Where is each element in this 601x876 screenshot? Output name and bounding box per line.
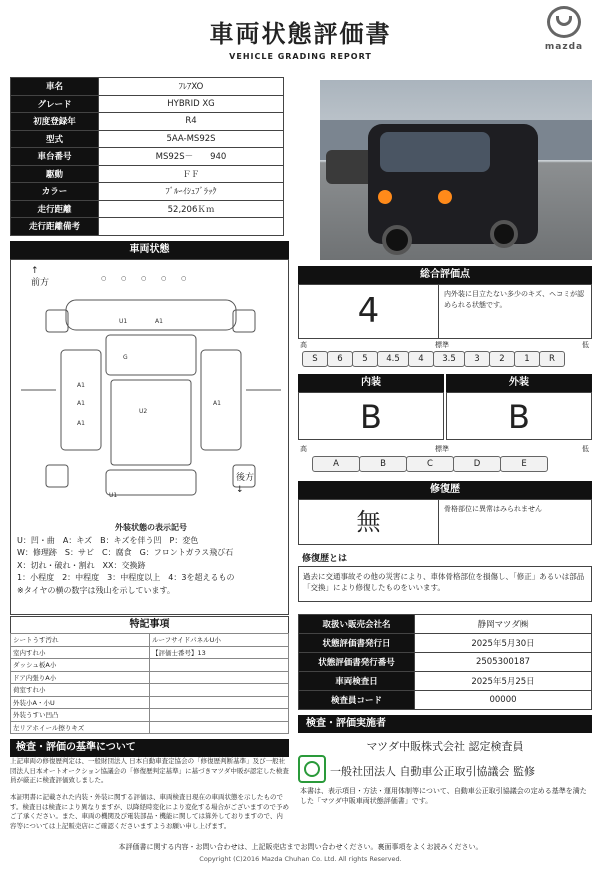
exterior-header: 外装 bbox=[446, 374, 592, 392]
scale-standard: 標準 bbox=[435, 341, 449, 349]
vehicle-info-value: MS92S－ 940 bbox=[99, 148, 284, 166]
meta-row bbox=[299, 615, 592, 634]
note-right bbox=[150, 659, 289, 672]
note-right bbox=[150, 709, 289, 722]
legend-line: 1：小程度 2：中程度 3：中程度以上 4：3を超えるもの bbox=[17, 573, 235, 582]
overall-scale bbox=[302, 351, 590, 367]
sub-scale-step: B bbox=[359, 456, 407, 472]
repair-box bbox=[298, 499, 592, 545]
overall-scale-step: S bbox=[302, 351, 328, 367]
vehicle-info-row bbox=[11, 148, 284, 166]
repair-def-title: 修復歴とは bbox=[302, 554, 348, 564]
meta-row bbox=[299, 672, 592, 691]
svg-text:○: ○ bbox=[181, 275, 187, 282]
notes-row bbox=[11, 646, 289, 659]
notes-row bbox=[11, 659, 289, 672]
note-right: 【評価士番号】13 bbox=[150, 646, 289, 659]
condition-header: 車両状態 bbox=[10, 241, 289, 259]
overall-scale-step: 6 bbox=[327, 351, 353, 367]
meta-label: 検査員コード bbox=[299, 691, 415, 710]
vehicle-info-label: 車名 bbox=[11, 78, 99, 96]
notes-row bbox=[11, 634, 289, 647]
mark-rear: U1 bbox=[109, 492, 118, 499]
vehicle-info-label: 型式 bbox=[11, 130, 99, 148]
overall-scale-labels bbox=[300, 340, 592, 350]
mark-roof: U2 bbox=[139, 408, 148, 415]
vehicle-info-row bbox=[11, 113, 284, 131]
vehicle-info-value: HYBRID XG bbox=[99, 95, 284, 113]
note-left: 室内すれ小 bbox=[11, 646, 150, 659]
page-title: 車両状態評価書 bbox=[209, 20, 392, 48]
vehicle-photo bbox=[320, 80, 592, 260]
vehicle-info-value: ﾌﾞﾙｰｲｼｭﾌﾞﾗｯｸ bbox=[99, 183, 284, 201]
overall-header: 総合評価点 bbox=[298, 266, 592, 284]
note-right: ルーフサイドパネルU小 bbox=[150, 634, 289, 647]
legend-title: 外装状態の表示記号 bbox=[115, 523, 187, 532]
sub-scale-labels bbox=[300, 444, 592, 454]
note-left: ダッシュ板A小 bbox=[11, 659, 150, 672]
overall-scale-step: 5 bbox=[352, 351, 378, 367]
mazda-logo bbox=[534, 6, 594, 64]
overall-score: 4 bbox=[299, 285, 439, 338]
footer-copyright: Copyright (C)2016 Mazda Chuhan Co. Ltd. All rights Reserved. bbox=[199, 855, 402, 863]
condition-diagram bbox=[10, 259, 289, 615]
exterior-grade: B bbox=[446, 392, 592, 440]
sub-scale-step: A bbox=[312, 456, 360, 472]
legend bbox=[17, 522, 285, 597]
overall-scale-step: 1 bbox=[514, 351, 540, 367]
meta-value: 2505300187 bbox=[415, 653, 592, 672]
vehicle-info-row bbox=[11, 183, 284, 201]
repair-def-text: 過去に交通事故その他の災害により、車体骨格部位を損傷し、「修正」あるいは部品「交換」により修復したものをいいます。 bbox=[298, 566, 592, 602]
overall-scale-step: 4.5 bbox=[377, 351, 409, 367]
meta-label: 取扱い販売会社名 bbox=[299, 615, 415, 634]
notes-row bbox=[11, 671, 289, 684]
vehicle-info-value bbox=[99, 218, 284, 236]
basis-text1: 上記車両の修復歴判定は、一般財団法人 日本自動車査定協会の「修復歴判断基準」及び一般社団法人日本オートオークション協議会の「修復歴判定基準」に基づきマツダ中販が認定した検査員が厳正に検査評価致しました。 bbox=[10, 757, 289, 784]
note-left: 外装小A・小U bbox=[11, 696, 150, 709]
mark-left-rear: A1 bbox=[77, 420, 85, 427]
meta-table bbox=[298, 614, 592, 710]
legend-line: ※タイヤの横の数字は残山を示しています。 bbox=[17, 585, 175, 595]
basis-header: 検査・評価の基準について bbox=[10, 739, 289, 757]
vehicle-info-label: カラー bbox=[11, 183, 99, 201]
sub-scale-low: 低 bbox=[582, 445, 589, 453]
interior-grade: B bbox=[298, 392, 444, 440]
note-right bbox=[150, 684, 289, 697]
vehicle-info-value: R4 bbox=[99, 113, 284, 131]
sub-scale-high: 高 bbox=[300, 445, 307, 453]
svg-text:○: ○ bbox=[141, 275, 147, 282]
meta-label: 状態評価書発行番号 bbox=[299, 653, 415, 672]
vehicle-info-row bbox=[11, 95, 284, 113]
repair-comment: 骨格部位に異常はみられません bbox=[444, 505, 542, 513]
overall-comment: 内外装に目立たない多少のキズ、ヘコミが認められる状態です。 bbox=[444, 290, 585, 309]
scale-low: 低 bbox=[582, 341, 589, 349]
overall-scale-step: 2 bbox=[489, 351, 515, 367]
repair-value: 無 bbox=[299, 500, 439, 544]
mark-front-right: A1 bbox=[155, 318, 163, 325]
scale-high: 高 bbox=[300, 341, 307, 349]
vehicle-info-label: 走行距離備考 bbox=[11, 218, 99, 236]
vehicle-info-label: 走行距離 bbox=[11, 200, 99, 218]
vehicle-info-value: ＦＦ bbox=[99, 165, 284, 183]
meta-value: 2025年5月25日 bbox=[415, 672, 592, 691]
note-left: 荷室すれ小 bbox=[11, 684, 150, 697]
mark-left-rear-door: A1 bbox=[77, 400, 85, 407]
vehicle-info-label: 駆動 bbox=[11, 165, 99, 183]
meta-value: 00000 bbox=[415, 691, 592, 710]
note-left: シートうす汚れ bbox=[11, 634, 150, 647]
note-left: 左リアホイール擦りキズ bbox=[11, 721, 150, 734]
logo-text: mazda bbox=[544, 42, 584, 52]
footer-note: 本評価書に関する内容・お問い合わせは、上記販売店までお問い合わせください。裏面事項をよくお読みください。 bbox=[118, 843, 483, 851]
inspector-header: 検査・評価実施者 bbox=[298, 715, 592, 733]
mazda-emblem-icon bbox=[547, 6, 581, 38]
overall-scale-step: 3.5 bbox=[433, 351, 465, 367]
meta-row bbox=[299, 691, 592, 710]
note-left: 外装うすい凹凸 bbox=[11, 709, 150, 722]
vehicle-info-row bbox=[11, 218, 284, 236]
repair-header: 修復歴 bbox=[298, 481, 592, 499]
meta-value: 静岡マツダ㈱ bbox=[415, 615, 592, 634]
overall-scale-step: 3 bbox=[464, 351, 490, 367]
mark-glass: G bbox=[123, 354, 128, 361]
svg-text:○: ○ bbox=[101, 275, 107, 282]
vehicle-info-value: 52,206Ｋｍ bbox=[99, 200, 284, 218]
overall-scale-step: 4 bbox=[408, 351, 434, 367]
basis-text2: 本証明書に記載された内装・外装に関する評価は、車両検査日現在の車両状態を示したものです。検査日は検査により異なりますが、以降経時変化により変化する場合がございますので予めご了承ください。また、車両の機関及び電装部品・機能に関しては算外しておりますので、内容等については上記販売店にご確認くださいますようお願い申し上げます。 bbox=[10, 793, 289, 830]
sub-scale-standard: 標準 bbox=[435, 445, 449, 453]
vehicle-info-label: 初度登録年 bbox=[11, 113, 99, 131]
overall-scale-step: R bbox=[539, 351, 565, 367]
overall-box bbox=[298, 284, 592, 339]
vehicle-info-label: グレード bbox=[11, 95, 99, 113]
meta-label: 車両検査日 bbox=[299, 672, 415, 691]
meta-label: 状態評価書発行日 bbox=[299, 634, 415, 653]
svg-text:○: ○ bbox=[161, 275, 167, 282]
note-right bbox=[150, 721, 289, 734]
mark-front: U1 bbox=[119, 318, 128, 325]
notes-row bbox=[11, 709, 289, 722]
meta-row bbox=[299, 634, 592, 653]
mark-left-front-door: A1 bbox=[77, 382, 85, 389]
notes-header: 特記事項 bbox=[10, 616, 289, 634]
meta-row bbox=[299, 653, 592, 672]
inspector-company: マツダ中販株式会社 認定検査員 bbox=[366, 740, 524, 753]
legend-line: W：修理跡 S：サビ C：腐食 G：フロントガラス飛び石 bbox=[17, 548, 234, 557]
legend-line: U：凹・曲 A：キズ B：キズを伴う凹 P：変色 bbox=[17, 535, 199, 545]
vehicle-info-value: 5AA-MS92S bbox=[99, 130, 284, 148]
vehicle-info-value: ﾌﾚｱXO bbox=[99, 78, 284, 96]
vehicle-info-row bbox=[11, 200, 284, 218]
vehicle-info-label: 車台番号 bbox=[11, 148, 99, 166]
note-left: ドア内張りA小 bbox=[11, 671, 150, 684]
notes-row bbox=[11, 696, 289, 709]
fair-trade-seal-icon bbox=[298, 755, 326, 783]
front-label: ↑ 前方 bbox=[31, 266, 50, 288]
sub-scale-step: C bbox=[406, 456, 454, 472]
inspector-association: 一般社団法人 自動車公正取引協議会 監修 bbox=[330, 765, 535, 778]
mark-right-door: A1 bbox=[213, 400, 221, 407]
vehicle-info-table bbox=[10, 77, 284, 236]
notes-row bbox=[11, 684, 289, 697]
rear-label: 後方 ↓ bbox=[236, 473, 255, 495]
inspector-text: 本書は、表示項目・方法・運用体制等について、自動車公正取引協議会の定める基準を満たした「マツダ中販車両状態評価書」です。 bbox=[300, 787, 587, 805]
vehicle-info-row bbox=[11, 130, 284, 148]
notes-row bbox=[11, 721, 289, 734]
note-right bbox=[150, 696, 289, 709]
vehicle-info-row bbox=[11, 78, 284, 96]
sub-scale bbox=[312, 456, 552, 472]
meta-value: 2025年5月30日 bbox=[415, 634, 592, 653]
interior-header: 内装 bbox=[298, 374, 444, 392]
svg-text:○: ○ bbox=[121, 275, 127, 282]
page-subtitle: VEHICLE GRADING REPORT bbox=[229, 52, 372, 61]
sub-scale-step: E bbox=[500, 456, 548, 472]
vehicle-info-row bbox=[11, 165, 284, 183]
legend-line: X：切れ・破れ・割れ XX：交換跡 bbox=[17, 560, 146, 570]
notes-table bbox=[10, 633, 289, 734]
sub-scale-step: D bbox=[453, 456, 501, 472]
note-right bbox=[150, 671, 289, 684]
